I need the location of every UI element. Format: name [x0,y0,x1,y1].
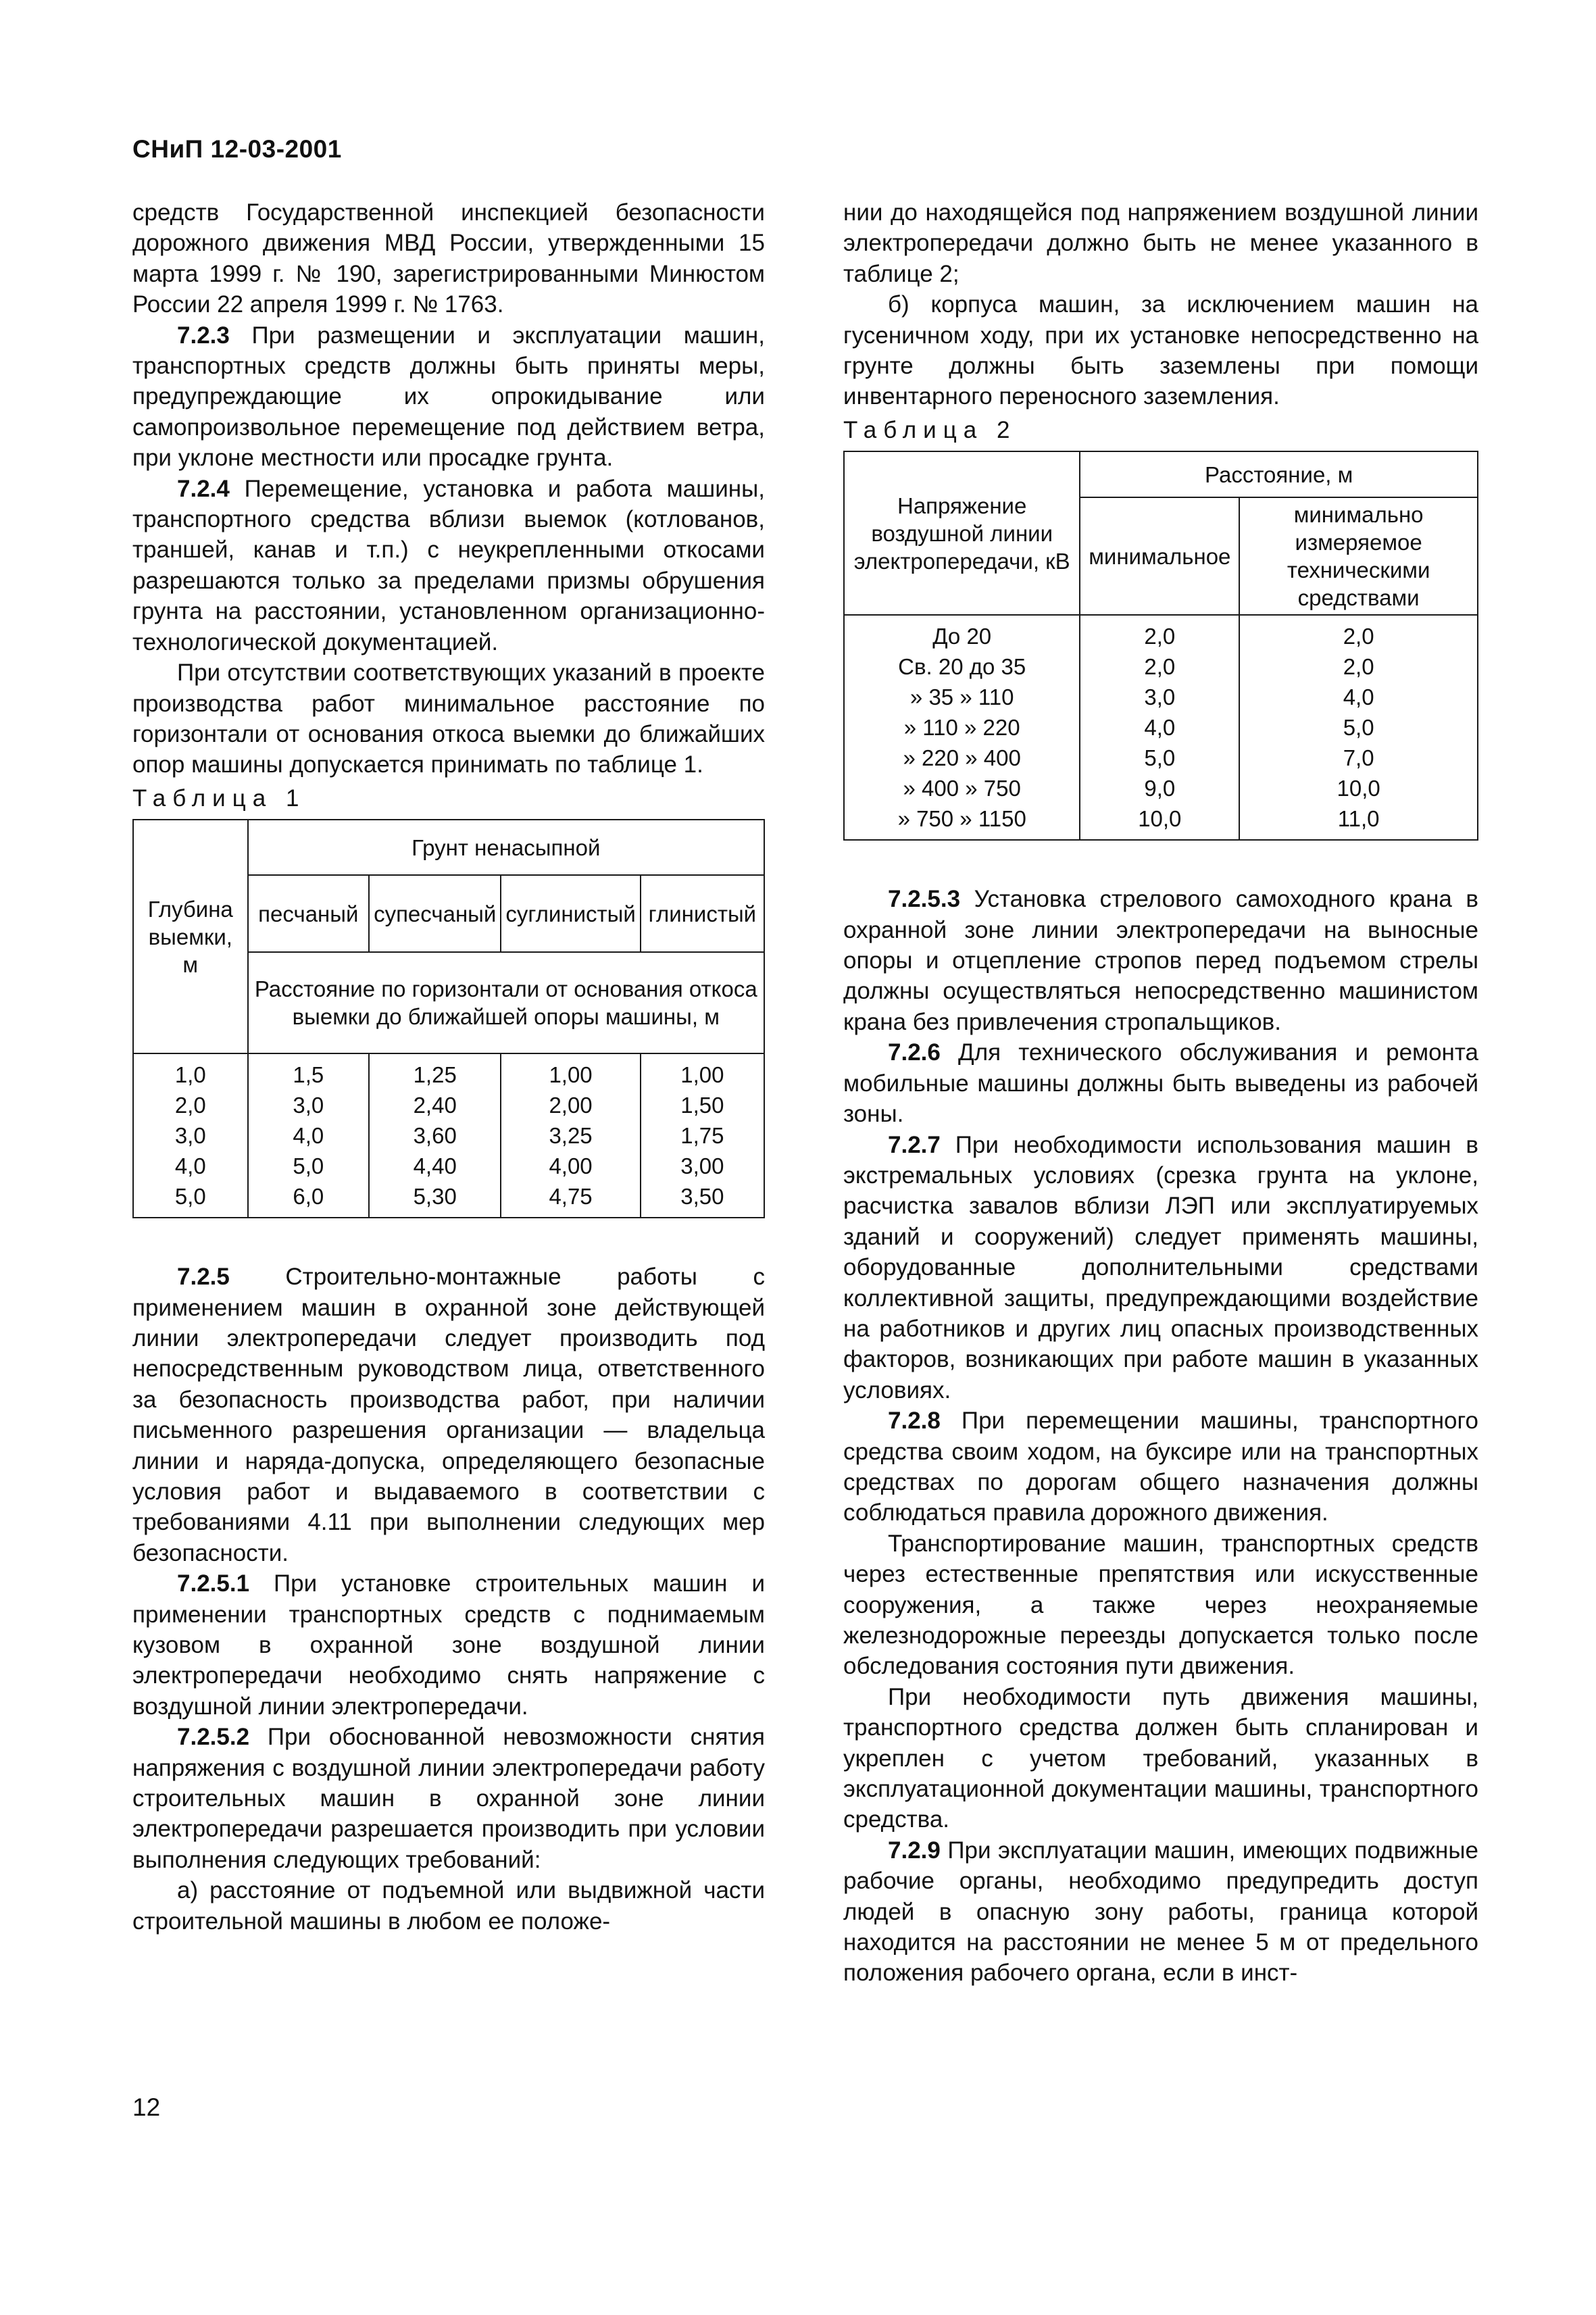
clause-text: При перемещении машины, транспортного средства своим ходом, на буксире или на транспортных средствах по дорогам общего назначения должны соблюдаться правила дорожного движения. [843,1408,1478,1526]
paragraph: При отсутствии соответствующих указаний в проекте производства работ минимальное расстояние по горизонтали от основания откоса выемки до ближайших опор машины допускается принимать по таблице 1. [132,659,765,778]
clause-text: При обоснованной невозможности снятия напряжения с воздушной линии электропередачи работу строительных машин в охранной зоне линии электропередачи разрешается производить при условии выполнения следующих требований: [132,1724,765,1873]
clause-number: 7.2.5.1 [177,1570,250,1597]
clause-text: Для технического обслуживания и ремонта мобильные машины должны быть выведены из рабочей зоны. [843,1039,1478,1128]
page-header: СНиП 12-03-2001 [132,135,342,163]
clause-number: 7.2.6 [888,1039,941,1066]
clause-text: Строительно-монтажные работы с применением машин в охранной зоне действующей линии электропередачи следует производить под непосредственным руководством лица, ответственного за безопасность производства работ, при наличии письменного разрешения организации — владельца линии и наряда-допуска, определяющего безопасные условия работ и выдаваемого в соответствии с требованиями 4.11 при выполнении следующих мер безопасности. [132,1264,765,1566]
table-1-depth-header: Глубина выемки, м [133,820,248,1053]
clause-text: При эксплуатации машин, имеющих подвижные рабочие органы, необходимо предупредить доступ людей в опасную зону работы, граница которой находится на расстоянии не менее 5 м от предельного положения рабочего органа, если в инст- [843,1837,1478,1987]
paragraph: средств Государственной инспекцией безопасности дорожного движения МВД России, утвержденными 15 марта 1999 г. № 190, зарегистрированными Минюстом России 22 апреля 1999 г. № 1763. [132,199,765,318]
clause-number: 7.2.3 [177,322,230,349]
clause-number: 7.2.5.3 [888,886,961,913]
table-2-voltage-header: Напряжение воздушной линии электропередачи, кВ [844,451,1080,615]
table-2 [843,451,1478,841]
paragraph [843,884,1478,1037]
table-1-caption: Таблица 1 [132,785,306,812]
table-1-group-header: Грунт ненасыпной [248,820,764,875]
clause-number: 7.2.5 [177,1264,230,1291]
paragraph [843,1037,1478,1129]
paragraph: а) расстояние от подъемной или выдвижной части строительной машины в любом ее положе- [132,1877,765,1935]
paragraph: б) корпуса машин, за исключением машин на гусеничном ходу, при их установке непосредственно на грунте должны быть заземлены при помощи инвентарного переносного заземления. [843,291,1478,410]
table-1-depth-values: 1,0 2,0 3,0 4,0 5,0 [133,1053,248,1218]
paragraph [843,1405,1478,1528]
table-2-min-values: 2,0 2,0 3,0 4,0 5,0 9,0 10,0 [1080,615,1239,840]
clause-number: 7.2.7 [888,1131,941,1158]
clause-number: 7.2.8 [888,1408,941,1435]
table-1-soil-header: суглинистый [501,875,640,952]
clause-text: При установке строительных машин и применении транспортных средств с поднимаемым кузовом в охранной зоне воздушной линии электропередачи необходимо снять напряжение с воздушной линии электропередачи. [132,1570,765,1720]
paragraph [132,1262,765,1568]
paragraph [132,474,765,657]
table-1-soil-header: супесчаный [369,875,501,952]
paragraph: Транспортирование машин, транспортных средств через естественные препятствия или искусственные сооружения, а также через неохраняемые железнодорожные переезды допускается только после обследования состояния пути движения. [843,1530,1478,1680]
table-1-sand-values: 1,5 3,0 4,0 5,0 6,0 [248,1053,370,1218]
paragraph [843,1835,1478,1989]
table-2-measured-values: 2,0 2,0 4,0 5,0 7,0 10,0 11,0 [1239,615,1478,840]
paragraph: нии до находящейся под напряжением воздушной линии электропередачи должно быть не менее указанного в таблице 2; [843,199,1478,287]
paragraph [132,320,765,474]
table-1-loam-values: 1,00 2,00 3,25 4,00 4,75 [501,1053,640,1218]
clause-number: 7.2.4 [177,475,230,502]
right-column [843,197,1478,1989]
page-number: 12 [132,2093,161,2121]
clause-number: 7.2.5.2 [177,1724,250,1751]
table-2-voltage-values: До 20 Св. 20 до 35 » 35 » 110 » 110 » 220 » 220 » 400 » 400 » 750 » 750 » 1150 [844,615,1080,840]
paragraph [132,1722,765,1875]
table-2-min-header: минимальное [1080,497,1239,615]
paragraph [132,1568,765,1722]
clause-text: Установка стрелового самоходного крана в охранной зоне линии электропередачи на выносные опоры и отцепление стропов перед подъемом стрелы должны осуществляться непосредственно машинистом крана без привлечения стропальщиков. [843,886,1478,1035]
clause-text: При размещении и эксплуатации машин, транспортных средств должны быть приняты меры, предупреждающие их опрокидывание или самопроизвольное перемещение под действием ветра, при уклоне местности или просадке грунта. [132,322,765,472]
left-column [132,197,765,1937]
table-1-soil-header: глинистый [641,875,764,952]
table-1-soil-header: песчаный [248,875,370,952]
table-2-group-header: Расстояние, м [1080,451,1478,497]
table-1-sandy-loam-values: 1,25 2,40 3,60 4,40 5,30 [369,1053,501,1218]
paragraph [843,1130,1478,1406]
table-1-subheader: Расстояние по горизонтали от основания откоса выемки до ближайшей опоры машины, м [248,952,764,1053]
clause-text: Перемещение, установка и работа машины, транспортного средства вблизи выемок (котлованов, траншей, канав и т.п.) с неукрепленными откосами разрешаются только за пределами призмы обрушения грунта на расстоянии, установленном организационно-технологической документацией. [132,475,765,655]
clause-number: 7.2.9 [888,1837,941,1864]
table-2-measured-header: минимально измеряемое техническими средствами [1239,497,1478,615]
table-2-caption: Таблица 2 [843,416,1017,443]
table-1-clay-values: 1,00 1,50 1,75 3,00 3,50 [641,1053,764,1218]
clause-text: При необходимости использования машин в экстремальных условиях (срезка грунта на уклоне, расчистка завалов вблизи ЛЭП или эксплуатируемых зданий и сооружений) следует применять машины, оборудованные дополнительными средствами коллективной защиты, предупреждающими воздействие на работников и других лиц опасных производственных факторов, возникающих при работе машин в указанных условиях. [843,1131,1478,1403]
table-1 [132,819,765,1218]
paragraph: При необходимости путь движения машины, транспортного средства должен быть спланирован и укреплен с учетом требований, указанных в эксплуатационной документации машины, транспортного средства. [843,1683,1478,1833]
